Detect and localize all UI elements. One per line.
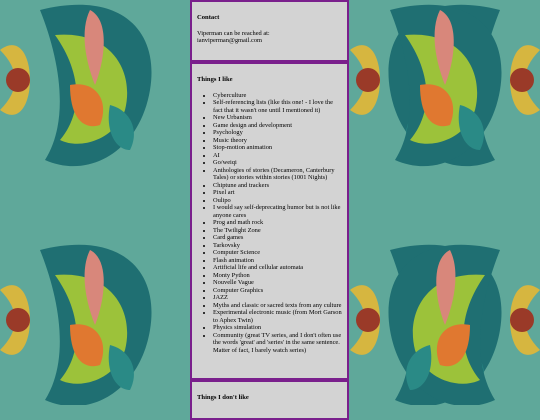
- likes-heading: Things I like: [197, 76, 233, 83]
- list-item: • Community (great TV series, and I don't often use the words 'great' and 'series' in the same sentence. Matter of fact, I barely watch series): [213, 332, 342, 355]
- list-item: • I would say self-deprecating humor but is not like anyone cares: [213, 204, 342, 219]
- likes-list: [197, 92, 342, 355]
- contact-text: Viperman can be reached at:: [197, 29, 270, 37]
- content-column: [190, 0, 349, 405]
- list-item: • Music theory: [213, 137, 342, 145]
- likes-section: [190, 62, 349, 380]
- list-item: • New Urbanism: [213, 114, 342, 122]
- list-item: • Pixel art: [213, 189, 342, 197]
- dislikes-heading: Things I don't like: [197, 394, 249, 401]
- list-item: • Go/weiqi: [213, 159, 342, 167]
- list-item: • The Twilight Zone: [213, 227, 342, 235]
- list-item: • Myths and classic or sacred texts from any culture: [213, 302, 342, 310]
- list-item: • Tarkovsky: [213, 242, 342, 250]
- list-item: • Oulipo: [213, 197, 342, 205]
- contact-heading: Contact: [197, 14, 220, 21]
- list-item: • Anthologies of stories (Decameron, Canterbury Tales) or stories within stories (1001 Nights): [213, 167, 342, 182]
- list-item: • Self-referencing lists (like this one! - I love the fact that it wasn't one until I mentioned it): [213, 99, 342, 114]
- list-item: • Monty Python: [213, 272, 342, 280]
- dislikes-section: [190, 380, 349, 420]
- list-item: • Computer Science: [213, 249, 342, 257]
- contact-email: ianviperman@gmail.com: [197, 37, 262, 44]
- list-item: • Game design and development: [213, 122, 342, 130]
- list-item: • Computer Graphics: [213, 287, 342, 295]
- list-item: • Physics simulation: [213, 324, 342, 332]
- list-item: • Chiptune and trackers: [213, 182, 342, 190]
- list-item: • Prog and math rock: [213, 219, 342, 227]
- list-item: • Card games: [213, 234, 342, 242]
- list-item: • Stop-motion animation: [213, 144, 342, 152]
- list-item: • Experimental electronic music (from Mort Garson to Aphex Twin): [213, 309, 342, 324]
- contact-section: [190, 0, 349, 62]
- list-item: • Artificial life and cellular automata: [213, 264, 342, 272]
- list-item: • JAZZ: [213, 294, 342, 302]
- list-item: • AI: [213, 152, 342, 160]
- list-item: • Nouvelle Vague: [213, 279, 342, 287]
- list-item: • Cyberculture: [213, 92, 342, 100]
- list-item: • Psychology: [213, 129, 342, 137]
- list-item: • Flash animation: [213, 257, 342, 265]
